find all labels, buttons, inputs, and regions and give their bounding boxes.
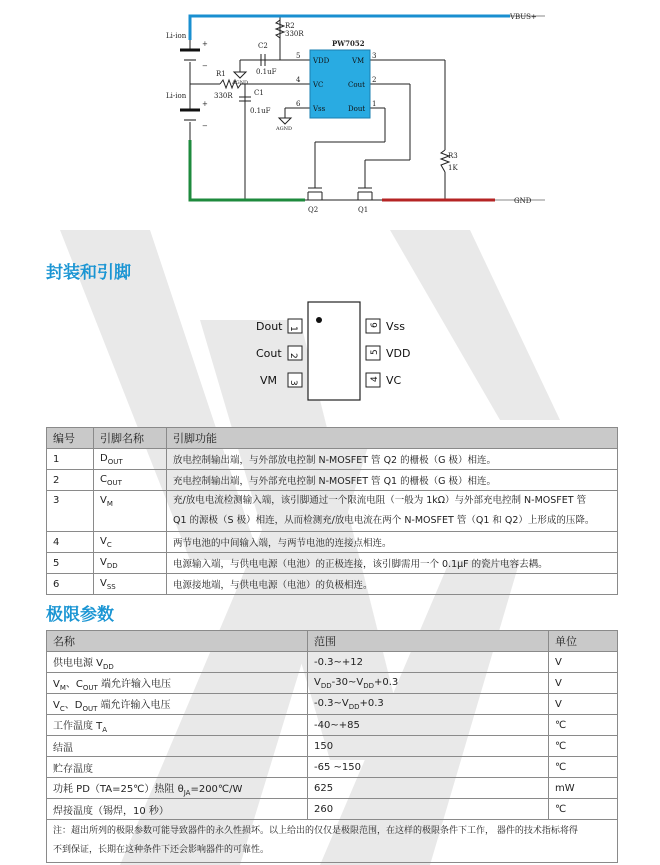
chip-pin-dout: Dout (348, 105, 366, 113)
header-pin-name: 引脚名称 (94, 428, 167, 449)
header-name: 名称 (47, 631, 308, 652)
pin-function: 电源输入端，与供电电源（电池）的正极连接，该引脚需用一个 0.1μF 的瓷片电容去耦。 (167, 553, 618, 574)
pin-function: 两节电池的中间输入端，与两节电池的连接点相连。 (167, 532, 618, 553)
pin-num: 4 (47, 532, 94, 553)
table-row (47, 470, 618, 491)
q2-label: Q2 (308, 206, 319, 214)
table-header-row (47, 631, 618, 652)
package-section-title: 封装和引脚 (46, 263, 131, 283)
package-pin-vm: VM (260, 374, 278, 387)
limits-section-title: 极限参数 (46, 605, 114, 625)
battery-bottom-plus: + (202, 100, 208, 108)
r3-label: R3 (448, 152, 458, 160)
package-pin-vss: Vss (386, 320, 405, 333)
param-range: $-0.3\sim V_{DD}+0.3$ (308, 694, 549, 715)
chip-pin-3-num: 3 (372, 52, 377, 60)
chip-pin-vc: VC (313, 81, 324, 89)
package-pin-num-5: 5 (370, 349, 380, 355)
gnd-label: GND (514, 197, 532, 205)
param-unit: mW (549, 778, 618, 799)
param-unit: V (549, 673, 618, 694)
q1-label: Q1 (358, 206, 369, 214)
param-name: 焊接温度（锡焊，10 秒） (47, 799, 308, 820)
table-row (47, 715, 618, 736)
header-range: 范围 (308, 631, 549, 652)
param-range: 150 (308, 736, 549, 757)
param-unit: ℃ (549, 757, 618, 778)
battery-top-label: Li-ion (166, 32, 187, 40)
param-name: 功耗 PD（TA=25℃）热阻 $\theta_{JA}=200℃/W$ (47, 778, 308, 799)
param-name: 工作温度 $T_A$ (47, 715, 308, 736)
pin-num: 2 (47, 470, 94, 491)
r1-value: 330R (214, 92, 233, 100)
pin-num: 3 (47, 491, 94, 532)
r3-value: 1K (448, 164, 458, 172)
package-diagram (240, 298, 440, 408)
param-name: $V_M$、$C_{OUT}$ 端允许输入电压 (47, 673, 308, 694)
pin-name: $V_M$ (94, 491, 167, 532)
param-name: $V_C$、$D_{OUT}$ 端允许输入电压 (47, 694, 308, 715)
chip-pin-1-num: 1 (372, 100, 377, 108)
chip-pin-6-num: 6 (296, 100, 301, 108)
pin-function: 电源接地端，与供电电源（电池）的负极相连。 (167, 574, 618, 595)
battery-top-plus: + (202, 40, 208, 48)
r2-label: R2 (285, 22, 295, 30)
table-row (47, 652, 618, 673)
table-row (47, 757, 618, 778)
c2-value: 0.1uF (256, 68, 277, 76)
chip-pin-4-num: 4 (296, 76, 301, 84)
package-pin-num-1: 1 (288, 326, 298, 332)
package-pin-cout: Cout (256, 347, 282, 360)
pin-name: $V_{DD}$ (94, 553, 167, 574)
battery-bottom-label: Li-ion (166, 92, 187, 100)
param-range: -65 ~150 (308, 757, 549, 778)
header-pin-function: 引脚功能 (167, 428, 618, 449)
pin-num: 1 (47, 449, 94, 470)
package-pin-vdd: VDD (386, 347, 411, 360)
pin-num: 6 (47, 574, 94, 595)
param-range: 260 (308, 799, 549, 820)
r2-value: 330R (285, 30, 304, 38)
param-unit: V (549, 694, 618, 715)
chip-pin-cout: Cout (348, 81, 365, 89)
chip-pin-vm: VM (352, 57, 365, 65)
table-row (47, 799, 618, 820)
param-name: 供电电源 $V_{DD}$ (47, 652, 308, 673)
agnd-label-1: AGND (232, 80, 248, 86)
absolute-max-ratings-table (46, 630, 618, 863)
chip-pin-vss: Vss (313, 105, 326, 113)
table-row (47, 574, 618, 595)
pin-name: $V_{SS}$ (94, 574, 167, 595)
application-circuit (150, 0, 550, 218)
pin-function: 充/放电电流检测输入端，该引脚通过一个限流电阻（一般为 1kΩ）与外部充电控制 N-MOSFET 管 Q1 的源极（S 极）相连，从而检测充/放电电流在两个 N-MOSFET 管（Q1 和 Q2）上形成的压降。 (167, 491, 618, 532)
table-row (47, 736, 618, 757)
table-row (47, 694, 618, 715)
header-unit: 单位 (549, 631, 618, 652)
table-row (47, 553, 618, 574)
table-note-row (47, 820, 618, 863)
table-header-row (47, 428, 618, 449)
pin-function: 充电控制输出端，与外部充电控制 N-MOSFET 管 Q1 的栅极（G 极）相连。 (167, 470, 618, 491)
table-row (47, 532, 618, 553)
package-pin-vc: VC (386, 374, 402, 387)
table-row (47, 673, 618, 694)
pin-function-table (46, 427, 618, 595)
vbus-label: VBUS+ (510, 13, 537, 21)
chip-name: PW7052 (332, 39, 365, 48)
chip-pin-5-num: 5 (296, 52, 301, 60)
package-pin-dout: Dout (256, 320, 283, 333)
header-num: 编号 (47, 428, 94, 449)
param-range: 625 (308, 778, 549, 799)
table-row (47, 778, 618, 799)
battery-bottom-minus: − (202, 122, 208, 130)
r1-label: R1 (216, 70, 226, 78)
pin-function: 放电控制输出端，与外部放电控制 N-MOSFET 管 Q2 的栅极（G 极）相连。 (167, 449, 618, 470)
table-row (47, 449, 618, 470)
pin-num: 5 (47, 553, 94, 574)
package-pin-num-3: 3 (288, 380, 298, 386)
c1-label: C1 (254, 89, 264, 97)
pin-name: $C_{OUT}$ (94, 470, 167, 491)
param-name: 贮存温度 (47, 757, 308, 778)
table-row (47, 491, 618, 532)
limits-note: 注：超出所列的极限参数可能导致器件的永久性损坏。以上给出的仅仅是极限范围，在这样的极限条件下工作， 器件的技术指标将得 不到保证，长期在这种条件下还会影响器件的可靠性。 (47, 820, 618, 863)
c2-label: C2 (258, 42, 268, 50)
package-pin-num-6: 6 (370, 322, 380, 328)
package-pin-num-2: 2 (288, 353, 298, 359)
param-range: -40~+85 (308, 715, 549, 736)
param-unit: V (549, 652, 618, 673)
package-pin-num-4: 4 (370, 376, 380, 382)
chip-pin-2-num: 2 (372, 76, 377, 84)
param-unit: ℃ (549, 799, 618, 820)
param-name: 结温 (47, 736, 308, 757)
pin-name: $D_{OUT}$ (94, 449, 167, 470)
param-range: -0.3~+12 (308, 652, 549, 673)
agnd-label-2: AGND (276, 126, 292, 132)
battery-top-minus: − (202, 62, 208, 70)
chip-pin-vdd: VDD (313, 57, 330, 65)
param-unit: ℃ (549, 736, 618, 757)
pin-name: $V_C$ (94, 532, 167, 553)
param-unit: ℃ (549, 715, 618, 736)
c1-value: 0.1uF (250, 107, 271, 115)
param-range: $V_{DD}-30\sim V_{DD}+0.3$ (308, 673, 549, 694)
